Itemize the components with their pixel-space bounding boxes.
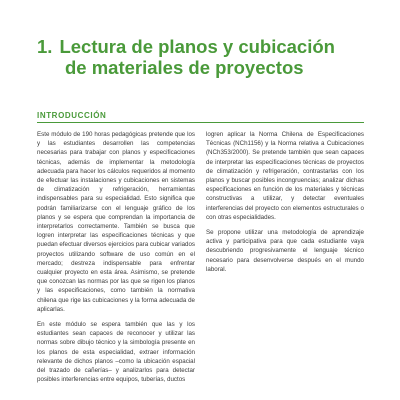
title-line-2: de materiales de proyectos xyxy=(65,57,304,78)
paragraph: En este módulo se espera también que las y los estudiantes sean capaces de reconocer y utilizar las normas sobre dibujo técnico y la simbología presente en los planos de esta especialidad, extraer información relevante de dichos planos –como la ubicación espacial del trazado de cañerías– y analizarlos para detectar posibles interferencias entre equipos, tuberías, ductos xyxy=(37,321,195,384)
page-title xyxy=(37,36,377,78)
paragraph: Se propone utilizar una metodología de aprendizaje activa y participativa para que cada estudiante vaya descubriendo progresivamente el lenguaje técnico necesario para desenvolverse después en el mundo laboral. xyxy=(206,229,364,273)
left-column xyxy=(37,130,195,390)
paragraph: logren aplicar la Norma Chilena de Especificaciones Técnicas (NCh1156) y la Norma relativa a Cubicaciones (NCh353/2000). Se pretende también que sean capaces de interpretar las especificaciones técnicas de proyectos de climatización y refrigeración, contrastarlas con los planos y buscar posibles incongruencias; analizar dichas especificaciones en función de los materiales y técnicas constructivas a utilizar, y detectar eventuales interferencias del proyecto con elementos estructurales o con otras especialidades. xyxy=(206,131,364,221)
chapter-number: 1. xyxy=(37,36,53,57)
right-column xyxy=(206,130,364,280)
section-divider xyxy=(37,122,364,123)
paragraph: Este módulo de 190 horas pedagógicas pretende que los y las estudiantes desarrollen las competencias necesarias para trabajar con planos y especificaciones técnicas, además de implementar la metodología adecuada para hacer los cálculos requeridos al momento de efectuar las instalaciones y cubicaciones en sistemas de climatización y refrigeración, herramientas indispensables para su especialidad. Esto significa que podrán familiarizarse con el lenguaje gráfico de los planos y se espera que comprendan la importancia de interpretarlos correctamente. También se busca que logren interpretar las especificaciones técnicas y que puedan efectuar diversos ejercicios para cubicar variados proyectos utilizando software de uso común en el mercado; destreza indispensable para enfrentar cualquier proyecto en esta área. Asimismo, se pretende que conozcan las normas por las que se rigen los planos y las especificaciones, como también la normativa chilena que rige las cubicaciones y la forma adecuada de aplicarlas. xyxy=(37,131,195,313)
section-heading: INTRODUCCIÓN xyxy=(37,111,107,120)
title-line-1: Lectura de planos y cubicación xyxy=(59,36,335,57)
